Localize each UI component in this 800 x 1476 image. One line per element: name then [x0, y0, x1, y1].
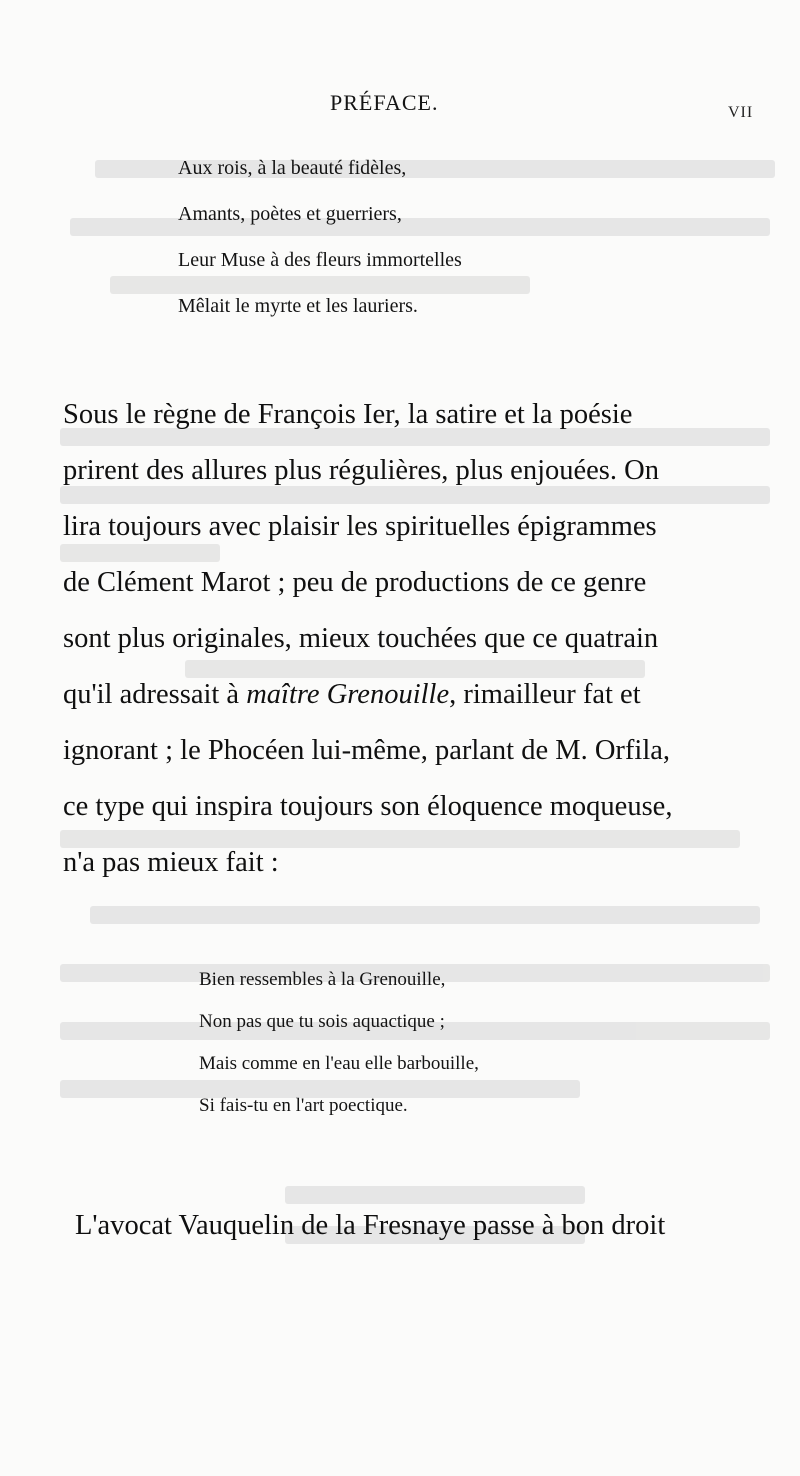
- prose-line: [63, 611, 768, 667]
- verse-line: Bien ressembles à la Grenouille,: [199, 969, 446, 990]
- prose-line: [63, 779, 768, 835]
- verse-line: Non pas que tu sois aquactique ;: [199, 1011, 445, 1032]
- verse-stanza-top: [178, 152, 462, 336]
- prose-text-before-italic: qu'il adressait à: [63, 679, 247, 710]
- prose-line-text: ignorant ; le Phocéen lui-même, parlant de M. Orfila,: [63, 735, 671, 766]
- prose-line: [63, 835, 768, 891]
- verse-line: Leur Muse à des fleurs immortelles: [178, 249, 462, 271]
- prose-line-segment: [63, 667, 641, 723]
- verse-line: Amants, poètes et guerriers,: [178, 203, 402, 225]
- page-number: VII: [728, 104, 754, 121]
- prose-line-text: ce type qui inspira toujours son éloquence moqueuse,: [63, 791, 673, 822]
- prose-line-text: de Clément Marot ; peu de productions de ce genre: [63, 567, 647, 598]
- running-title: PRÉFACE.: [330, 90, 439, 115]
- prose-line: [63, 723, 768, 779]
- prose-line-text: prirent des allures plus régulières, plus enjouées. On: [63, 455, 659, 486]
- prose-line: [63, 443, 768, 499]
- prose-text-after-italic: , rimailleur fat et: [449, 679, 641, 710]
- closing-line: L'avocat Vauquelin de la Fresnaye passe à bon droit: [75, 1210, 666, 1241]
- prose-line-text: n'a pas mieux fait :: [63, 847, 279, 878]
- prose-line-text: sont plus originales, mieux touchées que ce quatrain: [63, 623, 659, 654]
- verse-line: Mais comme en l'eau elle barbouille,: [199, 1053, 479, 1074]
- prose-line: [63, 499, 768, 555]
- prose-line-text: lira toujours avec plaisir les spirituelles épigrammes: [63, 511, 657, 542]
- prose-line: [63, 387, 768, 443]
- prose-line-text: Sous le règne de François Ier, la satire et la poésie: [63, 399, 633, 430]
- verse-line: Aux rois, à la beauté fidèles,: [178, 157, 407, 179]
- verse-line: Mêlait le myrte et les lauriers.: [178, 295, 418, 317]
- verse-line: Si fais-tu en l'art poectique.: [199, 1095, 408, 1116]
- verse-quatrain: [199, 964, 479, 1132]
- prose-line-italic-reference: [63, 667, 768, 723]
- prose-line: [63, 555, 768, 611]
- prose-paragraph: [63, 387, 768, 891]
- italic-name-maitre-grenouille: maître Grenouille: [246, 679, 450, 710]
